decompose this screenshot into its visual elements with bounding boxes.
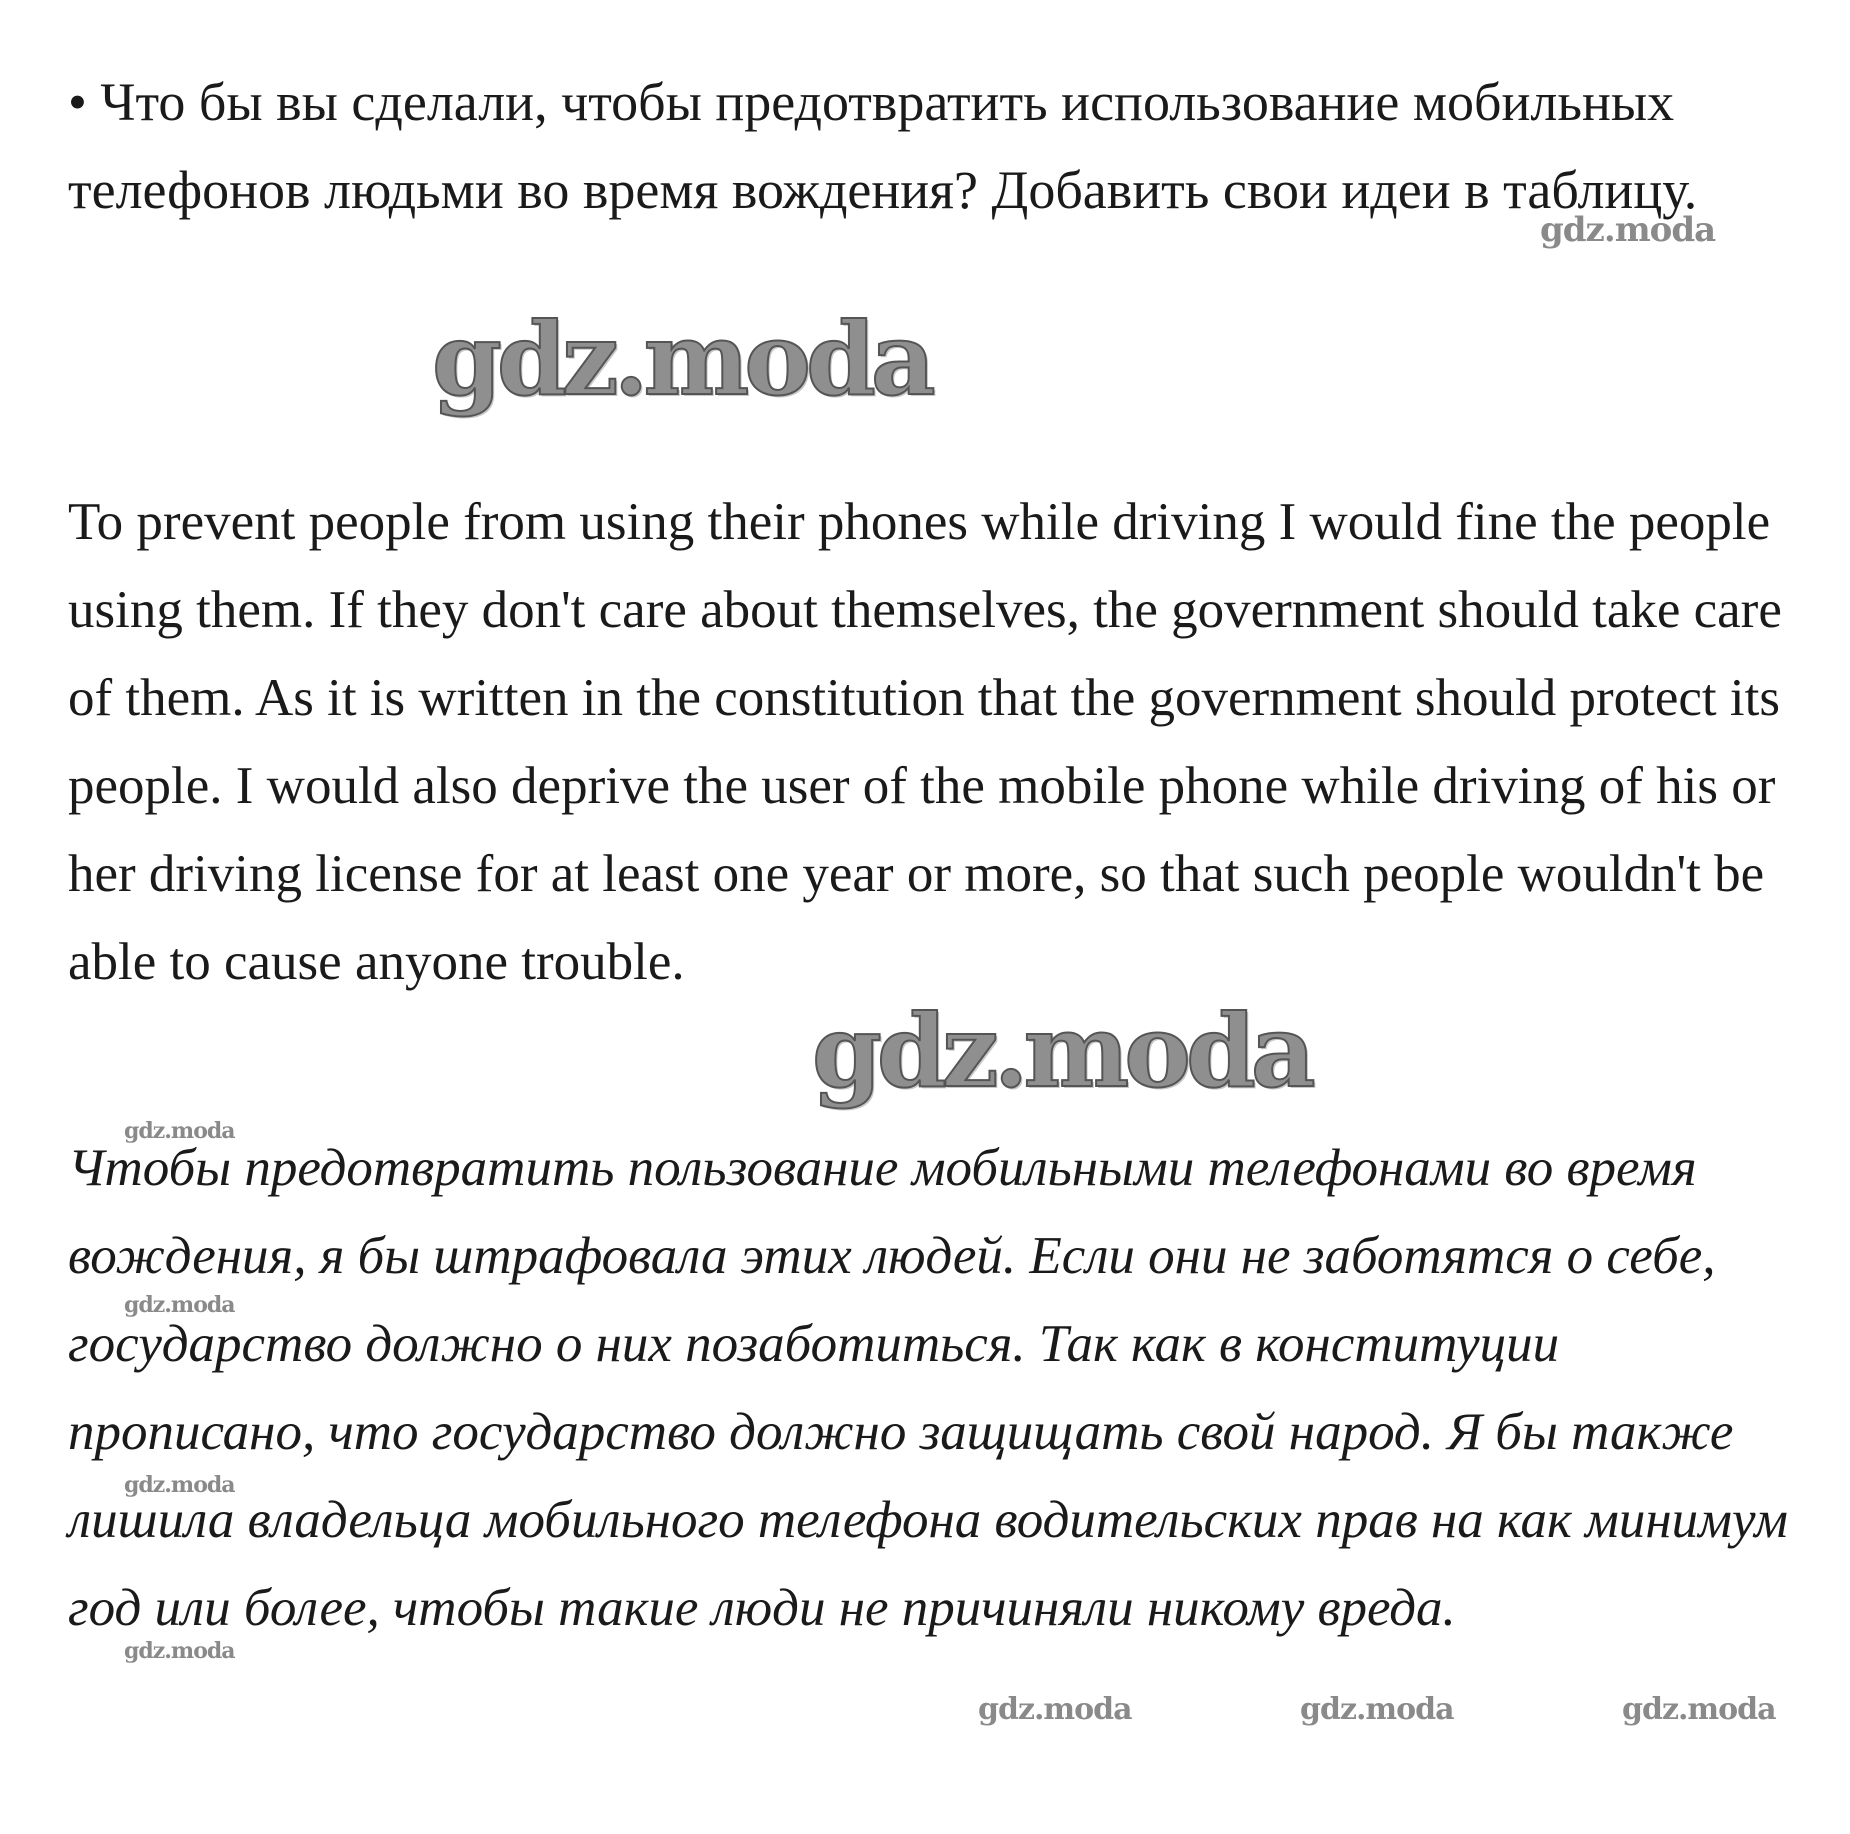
watermark-bottom-2: gdz.moda	[1300, 1692, 1454, 1727]
watermark-bottom-1: gdz.moda	[978, 1692, 1132, 1727]
watermark-small-4: gdz.moda	[124, 1638, 235, 1664]
watermark-small-1: gdz.moda	[124, 1118, 235, 1144]
watermark-small-3: gdz.moda	[124, 1472, 235, 1498]
watermark-large-top: gdz.moda	[432, 300, 931, 418]
question-text: • Что бы вы сделали, чтобы предотвратить использование мобильных телефонов людьми во время вождения? Добавить свои идеи в таблицу.	[68, 72, 1698, 220]
watermark-small-2: gdz.moda	[124, 1292, 235, 1318]
watermark-large-middle: gdz.moda	[812, 992, 1311, 1110]
watermark-bottom-3: gdz.moda	[1622, 1692, 1776, 1727]
answer-russian: Чтобы предотвратить пользование мобильными телефонами во время вождения, я бы штрафовала этих людей. Если они не заботятся о себе, государство должно о них позаботиться. Так как в конституции прописано, что государство должно защищать свой народ. Я бы также лишила владельца мобильного телефона водительских прав на как минимум год или более, чтобы такие люди не причиняли никому вреда.	[68, 1139, 1788, 1637]
watermark-top-right: gdz.moda	[1540, 210, 1716, 250]
answer-english: To prevent people from using their phones while driving I would fine the people using them. If they don't care about themselves, the government should take care of them. As it is written in the constitution that the government should protect its people. I would also deprive the user of the mobile phone while driving of his or her driving license for at least one year or more, so that such people wouldn't be able to cause anyone trouble.	[68, 493, 1782, 991]
